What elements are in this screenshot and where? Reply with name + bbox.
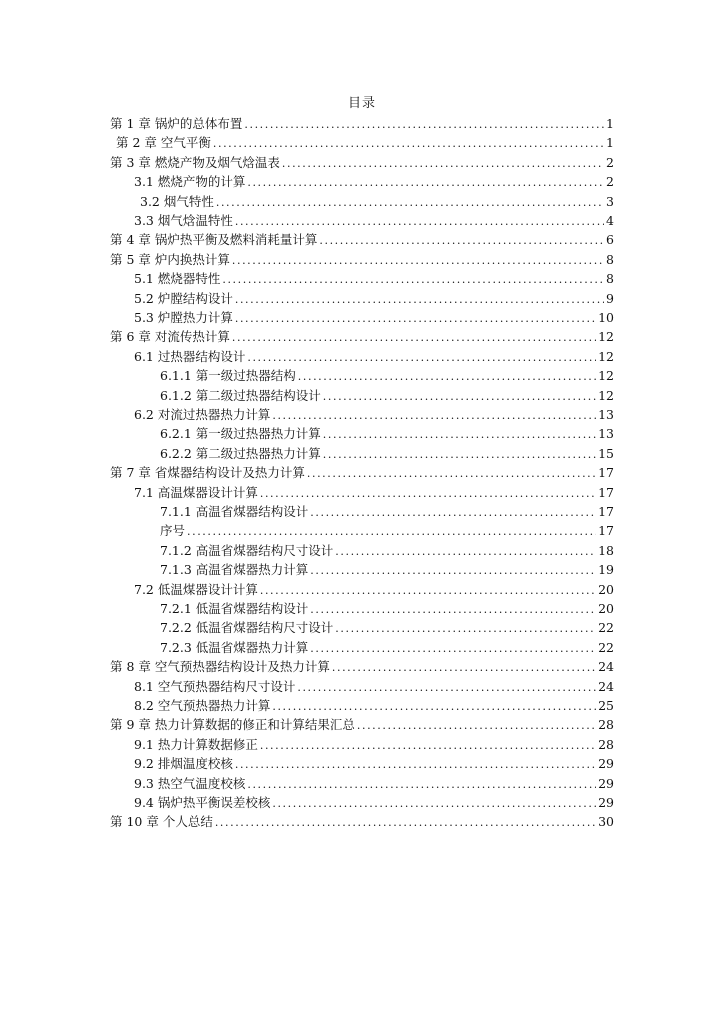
toc-entry[interactable]: [160, 502, 614, 521]
toc-entry[interactable]: [134, 774, 614, 793]
toc-entry-page-number: 3: [606, 193, 614, 209]
toc-entry[interactable]: [134, 483, 614, 502]
toc-entry[interactable]: [116, 133, 614, 152]
toc-entry[interactable]: [160, 560, 614, 579]
toc-entry-title: 第 7 章 省煤器结构设计及热力计算: [110, 465, 305, 481]
toc-entry-page-number: 4: [606, 213, 614, 228]
toc-entry-page-number: 10: [598, 310, 614, 325]
toc-entry-page-number: 8: [606, 271, 614, 287]
toc-leader-dots: [310, 564, 596, 577]
toc-entry-title: 第 9 章 热力计算数据的修正和计算结果汇总: [110, 717, 355, 733]
toc-entry-title: 9.3 热空气温度校核: [134, 775, 246, 791]
toc-entry-page-number: 22: [598, 639, 614, 655]
toc-entry-title: 8.1 空气预热器结构尺寸设计: [134, 678, 296, 694]
toc-entry-title: 7.2 低温煤器设计计算: [134, 581, 258, 597]
toc-entry-page-number: 15: [598, 445, 614, 461]
toc-entry-page-number: 20: [598, 581, 614, 597]
toc-entry-page-number: 18: [598, 542, 614, 558]
toc-leader-dots: [244, 118, 604, 131]
toc-entry-page-number: 20: [598, 601, 614, 616]
toc-entry-title: 7.1.3 高温省煤器热力计算: [160, 562, 309, 578]
toc-entry-page-number: 25: [598, 698, 614, 713]
toc-leader-dots: [319, 234, 604, 247]
toc-entry[interactable]: [110, 657, 614, 676]
toc-entry[interactable]: [160, 424, 614, 443]
toc-entry[interactable]: [134, 269, 614, 288]
toc-entry-title: 第 8 章 空气预热器结构设计及热力计算: [110, 659, 330, 675]
toc-leader-dots: [235, 215, 604, 228]
toc-entry-title: 9.4 锅炉热平衡误差校核: [134, 795, 271, 810]
toc-entry[interactable]: [160, 638, 614, 657]
toc-entry[interactable]: [110, 153, 614, 172]
toc-entry[interactable]: [160, 541, 614, 560]
toc-entry[interactable]: [110, 250, 614, 269]
toc-entry[interactable]: [134, 793, 614, 812]
toc-leader-dots: [232, 254, 604, 267]
toc-entry-page-number: 6: [606, 232, 614, 248]
toc-entry[interactable]: [134, 677, 614, 696]
toc-entry-page-number: 22: [598, 620, 614, 636]
toc-leader-dots: [282, 157, 604, 170]
toc-entry[interactable]: [134, 289, 614, 308]
toc-entry-page-number: 9: [606, 290, 614, 306]
toc-entry-title: 7.2.2 低温省煤器结构尺寸设计: [160, 620, 334, 636]
toc-leader-dots: [310, 642, 596, 655]
toc-leader-dots: [272, 797, 596, 810]
toc-title: 目录: [347, 96, 376, 111]
toc-entry-title: 第 2 章 空气平衡: [116, 135, 211, 151]
toc-leader-dots: [232, 331, 596, 344]
toc-entry-page-number: 1: [606, 135, 614, 151]
toc-leader-dots: [216, 196, 604, 209]
toc-entry[interactable]: [110, 114, 614, 133]
toc-entry[interactable]: [110, 812, 614, 831]
toc-entry-title: 6.1.2 第二级过热器结构设计: [160, 387, 321, 403]
toc-entry[interactable]: [160, 386, 614, 405]
toc-entry-page-number: 17: [598, 465, 614, 481]
toc-leader-dots: [298, 370, 596, 383]
toc-leader-dots: [335, 545, 596, 558]
toc-entry[interactable]: [134, 308, 614, 327]
toc-leader-dots: [310, 603, 596, 616]
toc-entry-title: 5.3 炉膛热力计算: [134, 310, 233, 325]
toc-entry-title: 第 1 章 锅炉的总体布置: [110, 116, 243, 131]
toc-entry-title: 9.2 排烟温度校核: [134, 756, 233, 772]
toc-leader-dots: [213, 137, 604, 150]
toc-entry-page-number: 29: [598, 795, 614, 810]
toc-entry[interactable]: [134, 347, 614, 366]
toc-entry-title: 5.2 炉膛结构设计: [134, 290, 233, 306]
toc-entry[interactable]: [134, 211, 614, 230]
toc-entry-page-number: 8: [606, 251, 614, 267]
toc-entry-title: 第 10 章 个人总结: [110, 814, 213, 830]
toc-entry-title: 6.2.2 第二级过热器热力计算: [160, 445, 321, 461]
toc-entry-page-number: 17: [598, 484, 614, 500]
toc-entry-title: 序号: [160, 523, 186, 539]
toc-leader-dots: [247, 176, 604, 189]
toc-entry[interactable]: [134, 580, 614, 599]
toc-leader-dots: [247, 778, 596, 791]
toc-entry[interactable]: [110, 230, 614, 249]
toc-leader-dots: [272, 700, 596, 713]
toc-entry-page-number: 13: [598, 426, 614, 442]
toc-entry-page-number: 19: [598, 562, 614, 578]
toc-entry-page-number: 24: [598, 678, 614, 694]
toc-entry[interactable]: [160, 444, 614, 463]
toc-entry[interactable]: [134, 754, 614, 773]
toc-entry-title: 5.1 燃烧器特性: [134, 271, 221, 287]
toc-leader-dots: [357, 719, 596, 732]
toc-leader-dots: [307, 467, 596, 480]
toc-entry-page-number: 24: [598, 659, 614, 675]
toc-entry-page-number: 12: [598, 329, 614, 345]
toc-entry[interactable]: [134, 696, 614, 715]
toc-entry-title: 第 3 章 燃烧产物及烟气焓温表: [110, 154, 280, 170]
toc-entry-title: 6.1 过热器结构设计: [134, 348, 246, 364]
toc-entry-title: 6.1.1 第一级过热器结构: [160, 368, 296, 384]
toc-leader-dots: [323, 428, 596, 441]
toc-entry-title: 第 5 章 炉内换热计算: [110, 251, 230, 267]
toc-leader-dots: [260, 739, 596, 752]
toc-entry-title: 3.3 烟气焓温特性: [134, 213, 233, 228]
toc-entry[interactable]: [134, 405, 614, 424]
toc-entry[interactable]: [134, 172, 614, 191]
toc-entry-page-number: 12: [598, 368, 614, 384]
toc-leader-dots: [323, 390, 596, 403]
toc-leader-dots: [235, 293, 604, 306]
toc-leader-dots: [260, 584, 596, 597]
toc-entry-page-number: 30: [598, 814, 614, 830]
toc-entry-page-number: 13: [598, 407, 614, 422]
toc-leader-dots: [215, 816, 596, 829]
toc-entry-title: 6.2.1 第一级过热器热力计算: [160, 426, 321, 442]
toc-entry-page-number: 12: [598, 387, 614, 403]
toc-entry-page-number: 12: [598, 348, 614, 364]
toc-entry-title: 9.1 热力计算数据修正: [134, 736, 258, 752]
toc-entry-page-number: 2: [606, 154, 614, 170]
toc-leader-dots: [260, 487, 596, 500]
toc-entry[interactable]: [160, 618, 614, 637]
toc-entry[interactable]: [134, 735, 614, 754]
toc-entry-title: 第 4 章 锅炉热平衡及燃料消耗量计算: [110, 232, 318, 248]
toc-entry[interactable]: [160, 521, 614, 540]
toc-leader-dots: [297, 681, 596, 694]
toc-entry-page-number: 28: [598, 736, 614, 752]
toc-entry-title: 3.2 烟气特性: [140, 193, 214, 209]
toc-entry-title: 7.1.2 高温省煤器结构尺寸设计: [160, 542, 334, 558]
toc-entry-title: 7.1.1 高温省煤器结构设计: [160, 504, 309, 519]
toc-entry[interactable]: [110, 327, 614, 346]
toc-entry[interactable]: [110, 715, 614, 734]
toc-leader-dots: [235, 758, 596, 771]
toc-entry-title: 7.1 高温煤器设计计算: [134, 484, 258, 500]
toc-entry[interactable]: [140, 192, 614, 211]
toc-leader-dots: [187, 525, 596, 538]
toc-leader-dots: [235, 312, 596, 325]
toc-entry-page-number: 17: [598, 504, 614, 519]
toc-leader-dots: [272, 409, 596, 422]
toc-leader-dots: [332, 661, 596, 674]
toc-leader-dots: [247, 351, 596, 364]
toc-entry-title: 7.2.1 低温省煤器结构设计: [160, 601, 309, 616]
toc-leader-dots: [222, 273, 604, 286]
toc-entry-page-number: 29: [598, 756, 614, 772]
toc-entry-page-number: 29: [598, 775, 614, 791]
toc-leader-dots: [323, 448, 596, 461]
toc-leader-dots: [335, 622, 596, 635]
toc-entry-page-number: 28: [598, 717, 614, 733]
toc-entry-title: 6.2 对流过热器热力计算: [134, 407, 271, 422]
toc-entry-page-number: 17: [598, 523, 614, 539]
toc-leader-dots: [310, 506, 596, 519]
toc-entry[interactable]: [160, 599, 614, 618]
toc-entry-title: 7.2.3 低温省煤器热力计算: [160, 639, 309, 655]
toc-entry-title: 第 6 章 对流传热计算: [110, 329, 230, 345]
toc-entry[interactable]: [160, 366, 614, 385]
toc-entry-page-number: 1: [606, 116, 614, 131]
toc-entry[interactable]: [110, 463, 614, 482]
toc-entry-page-number: 2: [606, 174, 614, 190]
toc-entry-title: 3.1 燃烧产物的计算: [134, 174, 246, 190]
toc-entry-title: 8.2 空气预热器热力计算: [134, 698, 271, 713]
